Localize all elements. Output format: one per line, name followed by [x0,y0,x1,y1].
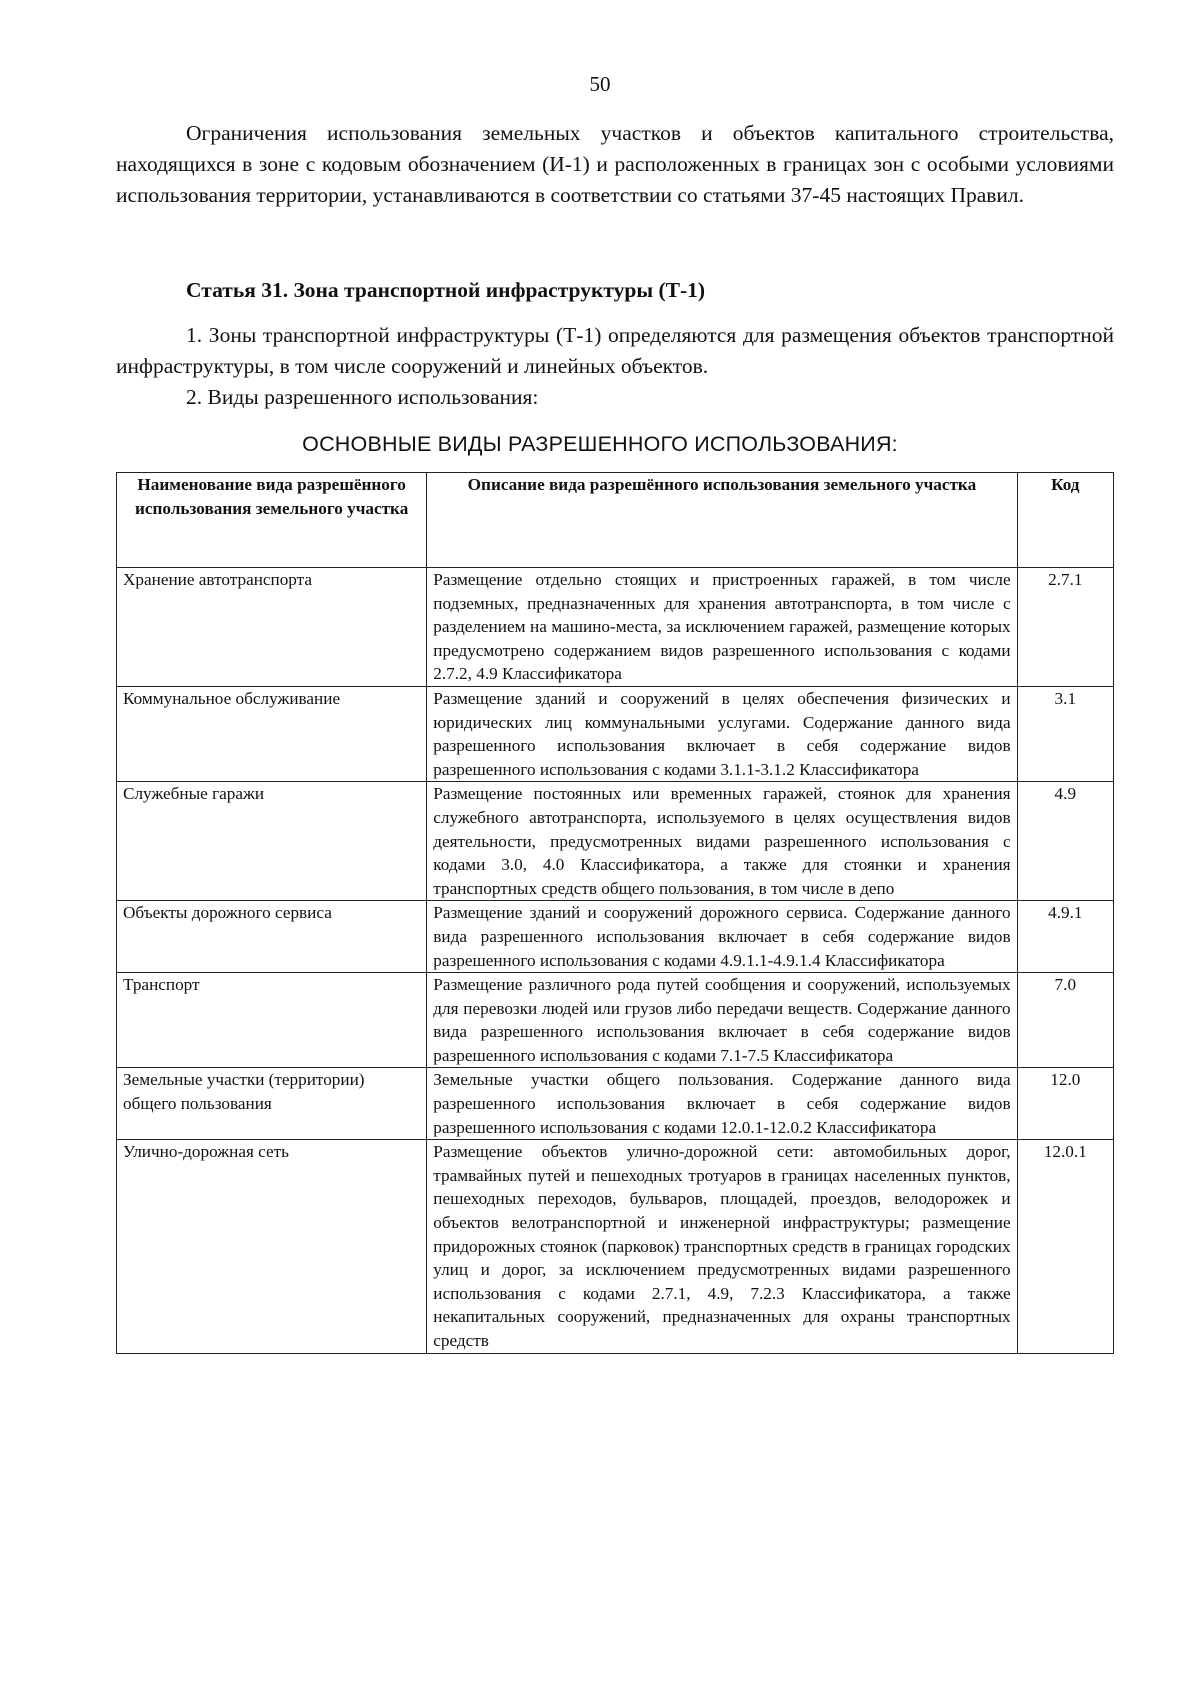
permitted-uses-table [116,472,1114,1354]
row-code: 4.9.1 [1017,901,1113,973]
row-name: Объекты дорожного сервиса [117,901,427,973]
page-number: 50 [589,72,611,96]
row-code: 12.0.1 [1017,1140,1113,1353]
row-description: Размещение зданий и сооружений дорожного сервиса. Содержание данного вида разрешенного использования включает в себя содержание видов разрешенного использования с кодами 4.9.1.1-4.9.1.4 Классификатора [427,901,1017,973]
row-name: Служебные гаражи [117,782,427,901]
row-description: Размещение различного рода путей сообщения и сооружений, используемых для перевозки людей или грузов либо передачи веществ. Содержание данного вида разрешенного использования включает в себя содержание видов разрешенного использования с кодами 7.1-7.5 Классификатора [427,973,1017,1068]
row-name: Земельные участки (территории) общего пользования [117,1068,427,1140]
row-code: 3.1 [1017,686,1113,781]
table-row [117,686,1114,781]
header-code: Код [1017,473,1113,568]
table-row [117,782,1114,901]
header-name: Наименование вида разрешённого использования земельного участка [117,473,427,568]
row-description: Земельные участки общего пользования. Содержание данного вида разрешенного использования включает в себя содержание видов разрешенного использования с кодами 12.0.1-12.0.2 Классификатора [427,1068,1017,1140]
paragraph-zone-definition: 1. Зоны транспортной инфраструктуры (Т-1) определяются для размещения объектов транспортной инфраструктуры, в том числе сооружений и линейных объектов. [116,323,1114,378]
table-row [117,1068,1114,1140]
row-code: 2.7.1 [1017,568,1113,687]
row-name: Транспорт [117,973,427,1068]
row-name: Коммунальное обслуживание [117,686,427,781]
row-description: Размещение зданий и сооружений в целях обеспечения физических и юридических лиц коммунальными услугами. Содержание данного вида разрешенного использования включает в себя содержание видов разрешенного использования с кодами 3.1.1-3.1.2 Классификатора [427,686,1017,781]
row-code: 4.9 [1017,782,1113,901]
table-row [117,901,1114,973]
table-row [117,568,1114,687]
row-code: 12.0 [1017,1068,1113,1140]
row-code: 7.0 [1017,973,1113,1068]
table-header-row [117,473,1114,568]
table-caption: ОСНОВНЫЕ ВИДЫ РАЗРЕШЕННОГО ИСПОЛЬЗОВАНИЯ: [302,432,898,456]
table-row [117,973,1114,1068]
intro-paragraph: Ограничения использования земельных участков и объектов капитального строительства, находящихся в зоне с кодовым обозначением (И-1) и расположенных в границах зон с особыми условиями использования территории, устанавливаются в соответствии со статьями 37-45 настоящих Правил. [116,121,1114,207]
row-name: Улично-дорожная сеть [117,1140,427,1353]
table-row [117,1140,1114,1353]
header-description: Описание вида разрешённого использования земельного участка [427,473,1017,568]
article-title: Статья 31. Зона транспортной инфраструктуры (Т-1) [186,278,706,302]
paragraph-permitted-uses: 2. Виды разрешенного использования: [186,385,539,409]
row-description: Размещение постоянных или временных гаражей, стоянок для хранения служебного автотранспорта, используемого в целях осуществления видов деятельности, предусмотренных видами разрешенного использования с кодами 3.0, 4.0 Классификатора, а также для стоянки и хранения транспортных средств общего пользования, в том числе в депо [427,782,1017,901]
row-name: Хранение автотранспорта [117,568,427,687]
row-description: Размещение объектов улично-дорожной сети: автомобильных дорог, трамвайных путей и пешеходных тротуаров в границах населенных пунктов, пешеходных переходов, бульваров, площадей, проездов, велодорожек и объектов велотранспортной и инженерной инфраструктуры; размещение придорожных стоянок (парковок) транспортных средств в границах городских улиц и дорог, за исключением предусмотренных видами разрешенного использования с кодами 2.7.1, 4.9, 7.2.3 Классификатора, а также некапитальных сооружений, предназначенных для охраны транспортных средств [427,1140,1017,1353]
row-description: Размещение отдельно стоящих и пристроенных гаражей, в том числе подземных, предназначенных для хранения автотранспорта, в том числе с разделением на машино-места, за исключением гаражей, размещение которых предусмотрено содержанием видов разрешенного использования с кодами 2.7.2, 4.9 Классификатора [427,568,1017,687]
